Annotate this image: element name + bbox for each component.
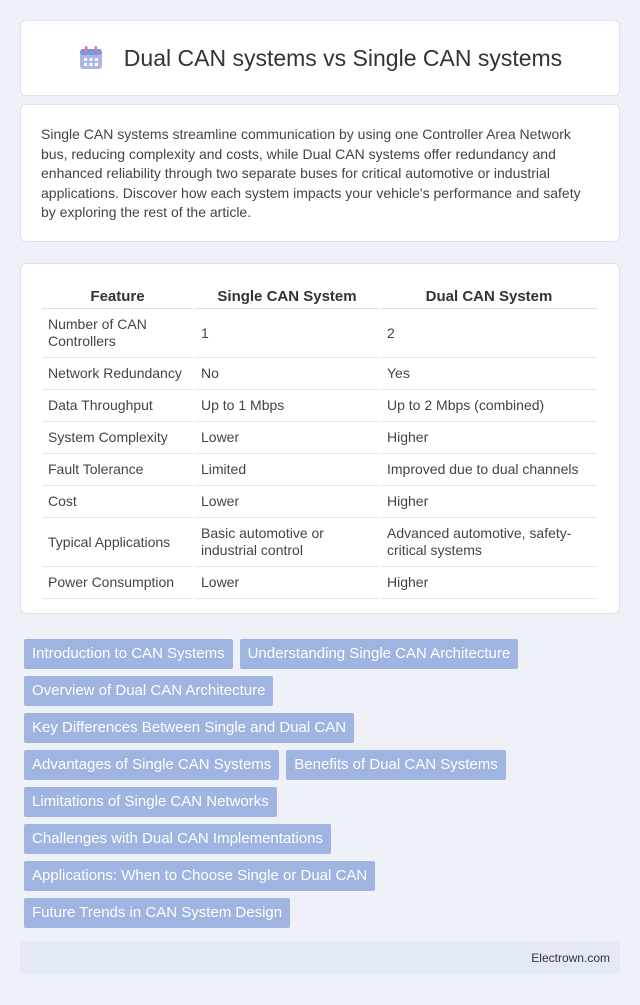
table-cell: Typical Applications — [42, 518, 194, 567]
table-row — [42, 518, 597, 567]
table-cell: Power Consumption — [42, 567, 194, 599]
table-cell: Higher — [380, 486, 597, 518]
table-cell: Number of CAN Controllers — [42, 309, 194, 358]
table-cell: Up to 1 Mbps — [194, 390, 380, 422]
table-cell: Lower — [194, 422, 380, 454]
table-row — [42, 358, 597, 390]
table-cell: Fault Tolerance — [42, 454, 194, 486]
tag-key-differences[interactable]: Key Differences Between Single and Dual CAN — [24, 713, 354, 743]
table-row — [42, 486, 597, 518]
comparison-card — [20, 263, 620, 614]
header-feature: Feature — [42, 280, 194, 309]
table-cell: Lower — [194, 486, 380, 518]
table-row — [42, 390, 597, 422]
table-cell: System Complexity — [42, 422, 194, 454]
table-cell: Limited — [194, 454, 380, 486]
title-card — [20, 20, 620, 96]
tag-applications[interactable]: Applications: When to Choose Single or Dual CAN — [24, 861, 375, 891]
table-cell: Advanced automotive, safety-critical systems — [380, 518, 597, 567]
table-cell: Network Redundancy — [42, 358, 194, 390]
table-row — [42, 422, 597, 454]
tag-single-can-advantages[interactable]: Advantages of Single CAN Systems — [24, 750, 279, 780]
table-cell: No — [194, 358, 380, 390]
tag-single-can-architecture[interactable]: Understanding Single CAN Architecture — [240, 639, 519, 669]
table-cell: Yes — [380, 358, 597, 390]
topic-tags — [24, 639, 620, 935]
footer — [20, 941, 620, 974]
tag-future-trends[interactable]: Future Trends in CAN System Design — [24, 898, 290, 928]
table-row — [42, 567, 597, 599]
tag-dual-can-overview[interactable]: Overview of Dual CAN Architecture — [24, 676, 273, 706]
footer-site-name: Electrown.com — [531, 950, 610, 965]
calendar-grid-icon — [78, 45, 104, 71]
tag-dual-can-challenges[interactable]: Challenges with Dual CAN Implementations — [24, 824, 331, 854]
table-cell: Cost — [42, 486, 194, 518]
table-cell: 1 — [194, 309, 380, 358]
tag-dual-can-benefits[interactable]: Benefits of Dual CAN Systems — [286, 750, 505, 780]
table-cell: Up to 2 Mbps (combined) — [380, 390, 597, 422]
comparison-table — [42, 280, 597, 599]
intro-paragraph: Single CAN systems streamline communication by using one Controller Area Network bus, reducing complexity and costs, while Dual CAN systems offer redundancy and enhanced reliability through two separate buses for critical automotive or industrial applications. Discover how each system impacts your vehicle's performance and safety by exploring the rest of the article. — [41, 126, 581, 220]
table-cell: Lower — [194, 567, 380, 599]
table-row — [42, 454, 597, 486]
table-cell: Higher — [380, 422, 597, 454]
table-cell: Basic automotive or industrial control — [194, 518, 380, 567]
tag-single-can-limitations[interactable]: Limitations of Single CAN Networks — [24, 787, 277, 817]
table-cell: 2 — [380, 309, 597, 358]
header-single-can: Single CAN System — [194, 280, 380, 309]
table-cell: Higher — [380, 567, 597, 599]
table-row — [42, 309, 597, 358]
table-header-row — [42, 280, 597, 309]
tag-introduction[interactable]: Introduction to CAN Systems — [24, 639, 233, 669]
table-cell: Improved due to dual channels — [380, 454, 597, 486]
header-dual-can: Dual CAN System — [380, 280, 597, 309]
intro-card — [20, 104, 620, 242]
table-cell: Data Throughput — [42, 390, 194, 422]
page-title: Dual CAN systems vs Single CAN systems — [123, 44, 563, 71]
